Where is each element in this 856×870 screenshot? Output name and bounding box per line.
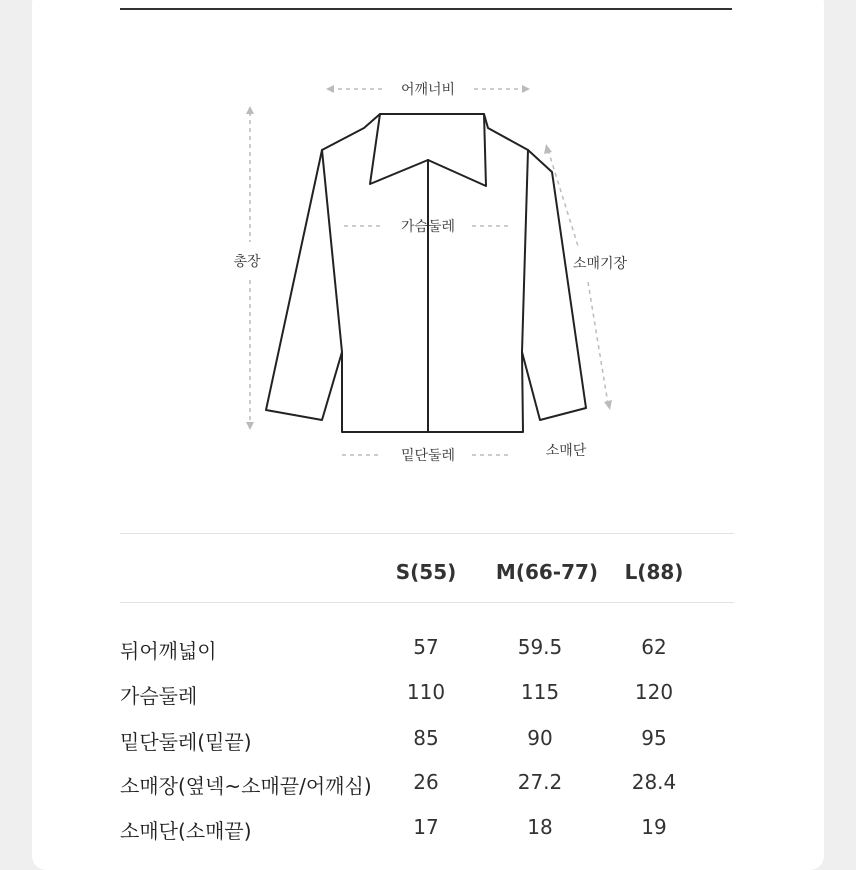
- table-cell: 17: [413, 815, 439, 839]
- table-cell: 28.4: [631, 770, 677, 794]
- row-label: 밑단둘레(밑끝): [120, 730, 252, 754]
- label-shoulder: 어깨너비: [400, 82, 456, 98]
- row-label: 소매단(소매끝): [120, 819, 252, 843]
- label-cuff: 소매단: [545, 443, 587, 459]
- table-cell: 85: [413, 726, 439, 750]
- label-hem: 밑단둘레: [400, 448, 456, 464]
- label-length: 총장: [233, 254, 261, 270]
- collar-left: [370, 114, 428, 184]
- table-cell: 59.5: [517, 635, 563, 659]
- label-sleeve-length: 소매기장: [572, 256, 628, 272]
- column-header: M(66-77): [495, 560, 599, 584]
- row-label: 가슴둘레: [120, 684, 198, 708]
- row-label: 소매장(옆넥~소매끝/어깨심): [120, 774, 372, 798]
- sleeve-line-right: [522, 150, 528, 352]
- table-cell: 62: [641, 635, 667, 659]
- column-header: S(55): [395, 560, 457, 584]
- table-cell: 19: [641, 815, 667, 839]
- collar-right: [428, 114, 486, 186]
- table-top-divider: [120, 533, 734, 534]
- table-cell: 110: [406, 680, 446, 704]
- table-cell: 115: [520, 680, 560, 704]
- table-cell: 27.2: [517, 770, 563, 794]
- table-cell: 95: [641, 726, 667, 750]
- table-cell: 90: [527, 726, 553, 750]
- table-cell: 120: [634, 680, 674, 704]
- table-header-divider: [120, 602, 734, 603]
- label-chest: 가슴둘레: [400, 219, 456, 235]
- table-cell: 18: [527, 815, 553, 839]
- column-header: L(88): [624, 560, 684, 584]
- row-label: 뒤어깨넓이: [120, 639, 217, 663]
- sleeve-line-left: [322, 150, 342, 352]
- table-cell: 26: [413, 770, 439, 794]
- table-cell: 57: [413, 635, 439, 659]
